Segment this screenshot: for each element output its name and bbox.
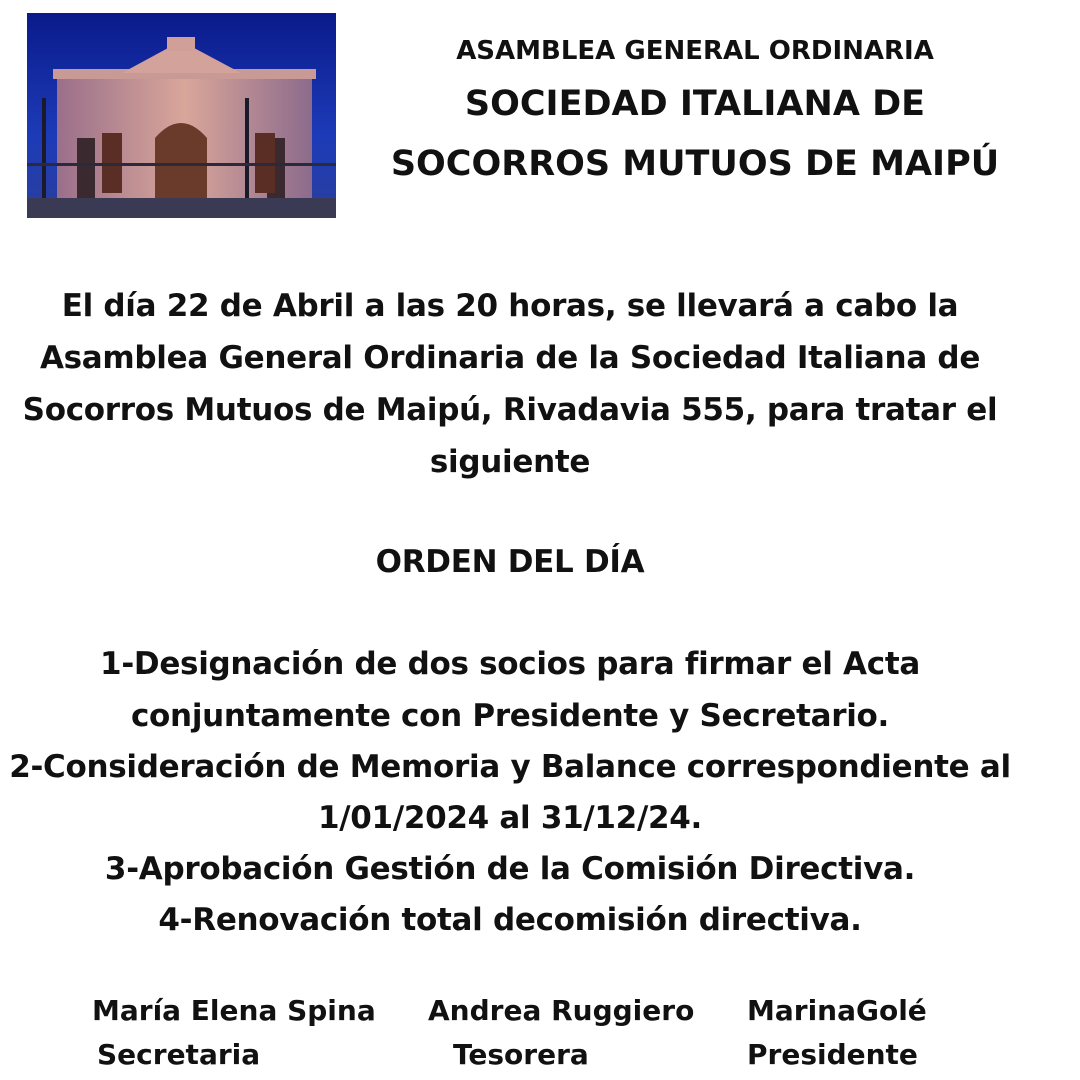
intro-line-3: Socorros Mutuos de Maipú, Rivadavia 555, para tratar el (22, 392, 998, 428)
agenda-item-2: 2-Consideración de Memoria y Balance correspondiente al (9, 749, 1011, 785)
intro-line-4: siguiente (429, 444, 591, 480)
society-name-line1: SOCIEDAD ITALIANA DE (464, 84, 926, 124)
agenda-item-4: 4-Renovación total decomisión directiva. (158, 902, 862, 938)
building-photo (27, 13, 336, 218)
agenda-item-1: 1-Designación de dos socios para firmar el Acta (100, 646, 920, 682)
signature-name-treasurer: Andrea Ruggiero (428, 994, 695, 1027)
signature-name-secretary: María Elena Spina (92, 994, 376, 1027)
signature-role-secretary: Secretaria (97, 1038, 261, 1071)
intro-line-1: El día 22 de Abril a las 20 horas, se llevará a cabo la (61, 288, 959, 324)
signature-role-president: Presidente (747, 1038, 918, 1071)
assembly-title: ASAMBLEA GENERAL ORDINARIA (456, 36, 934, 66)
agenda-item-2-cont: 1/01/2024 al 31/12/24. (317, 800, 702, 836)
agenda-item-3: 3-Aprobación Gestión de la Comisión Directiva. (104, 851, 916, 887)
signature-name-president: MarinaGolé (747, 994, 927, 1027)
society-name-line2: SOCORROS MUTUOS DE MAIPÚ (390, 144, 1000, 184)
intro-line-2: Asamblea General Ordinaria de la Sociedad Italiana de (39, 340, 981, 376)
agenda-item-1-cont: conjuntamente con Presidente y Secretario. (130, 698, 889, 734)
signature-role-treasurer: Tesorera (453, 1038, 589, 1071)
agenda-title: ORDEN DEL DÍA (375, 544, 645, 580)
